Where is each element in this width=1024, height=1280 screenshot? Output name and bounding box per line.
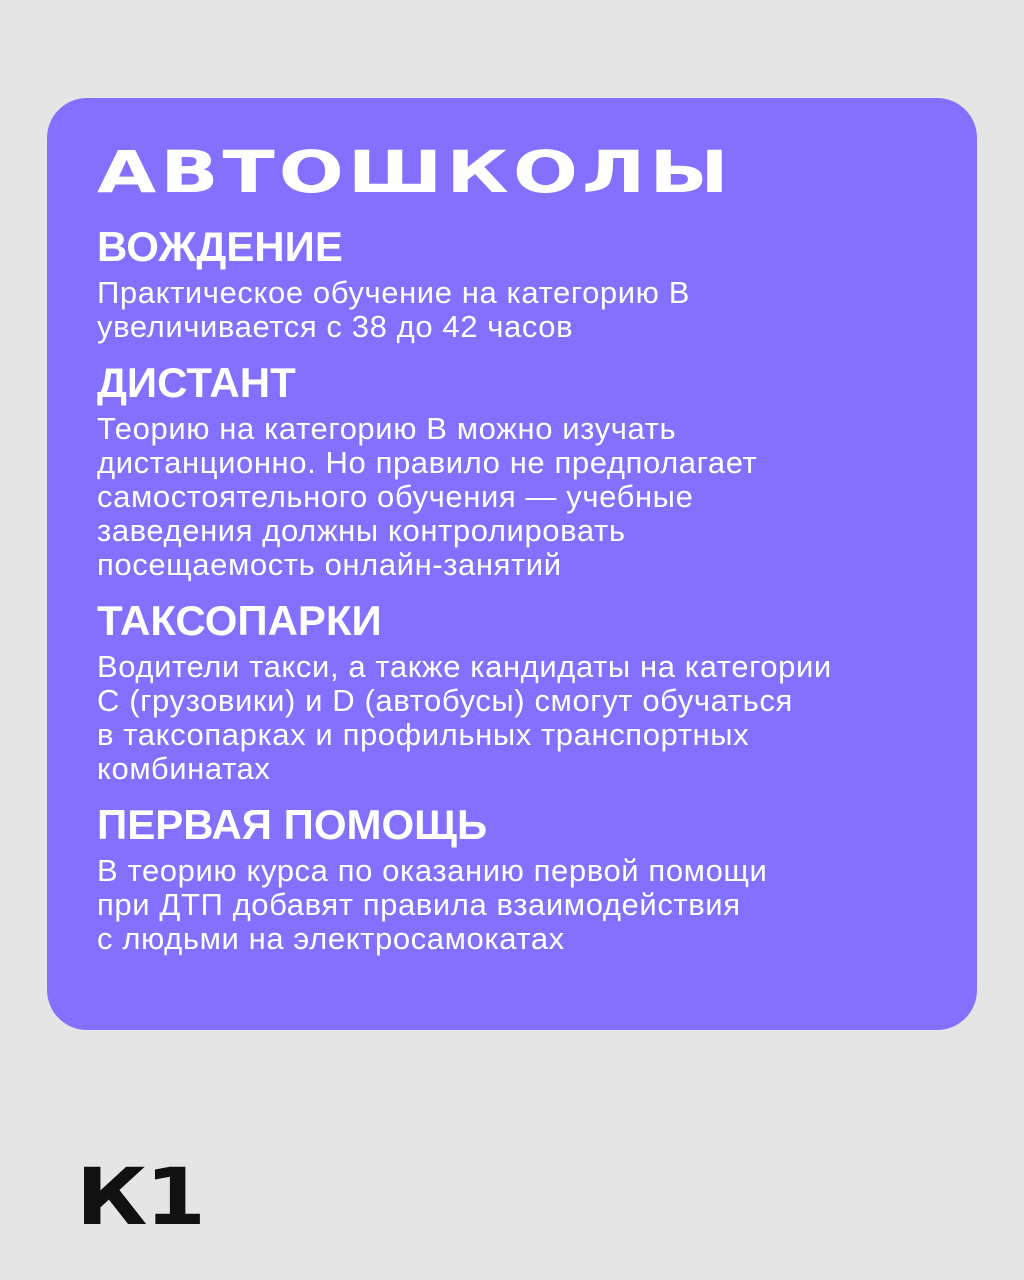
section-heading: ПЕРВАЯ ПОМОЩЬ — [97, 801, 488, 848]
body-line: Теорию на категорию B можно изучать — [97, 411, 677, 446]
body-line: комбинатах — [97, 751, 271, 786]
section-distance — [97, 358, 947, 582]
body-line: C (грузовики) и D (автобусы) смогут обучаться — [97, 683, 793, 718]
card-title: АВТОШКОЛЫ — [97, 138, 733, 206]
section-body — [97, 276, 947, 344]
body-line: с людьми на электросамокатах — [97, 921, 565, 956]
section-heading: ТАКСОПАРКИ — [97, 597, 382, 644]
section-driving — [97, 222, 947, 344]
body-line: самостоятельного обучения — учебные — [97, 479, 694, 514]
section-first-aid — [97, 800, 947, 956]
body-line: посещаемость онлайн-занятий — [97, 547, 562, 582]
body-line: увеличивается с 38 до 42 часов — [97, 309, 574, 344]
info-card — [47, 98, 977, 1030]
section-body — [97, 412, 947, 582]
k1-logo: К1 — [76, 1153, 204, 1243]
body-line: Водители такси, а также кандидаты на категории — [97, 649, 832, 684]
section-taxi-parks — [97, 596, 947, 786]
section-heading: ВОЖДЕНИЕ — [97, 223, 343, 270]
body-line: дистанционно. Но правило не предполагает — [97, 445, 758, 480]
body-line: в таксопарках и профильных транспортных — [97, 717, 750, 752]
body-line: В теорию курса по оказанию первой помощи — [97, 853, 768, 888]
section-heading: ДИСТАНТ — [97, 359, 296, 406]
sections-list — [97, 222, 947, 970]
section-body — [97, 854, 947, 956]
body-line: при ДТП добавят правила взаимодействия — [97, 887, 741, 922]
section-body — [97, 650, 947, 786]
body-line: заведения должны контролировать — [97, 513, 626, 548]
body-line: Практическое обучение на категорию B — [97, 275, 691, 310]
